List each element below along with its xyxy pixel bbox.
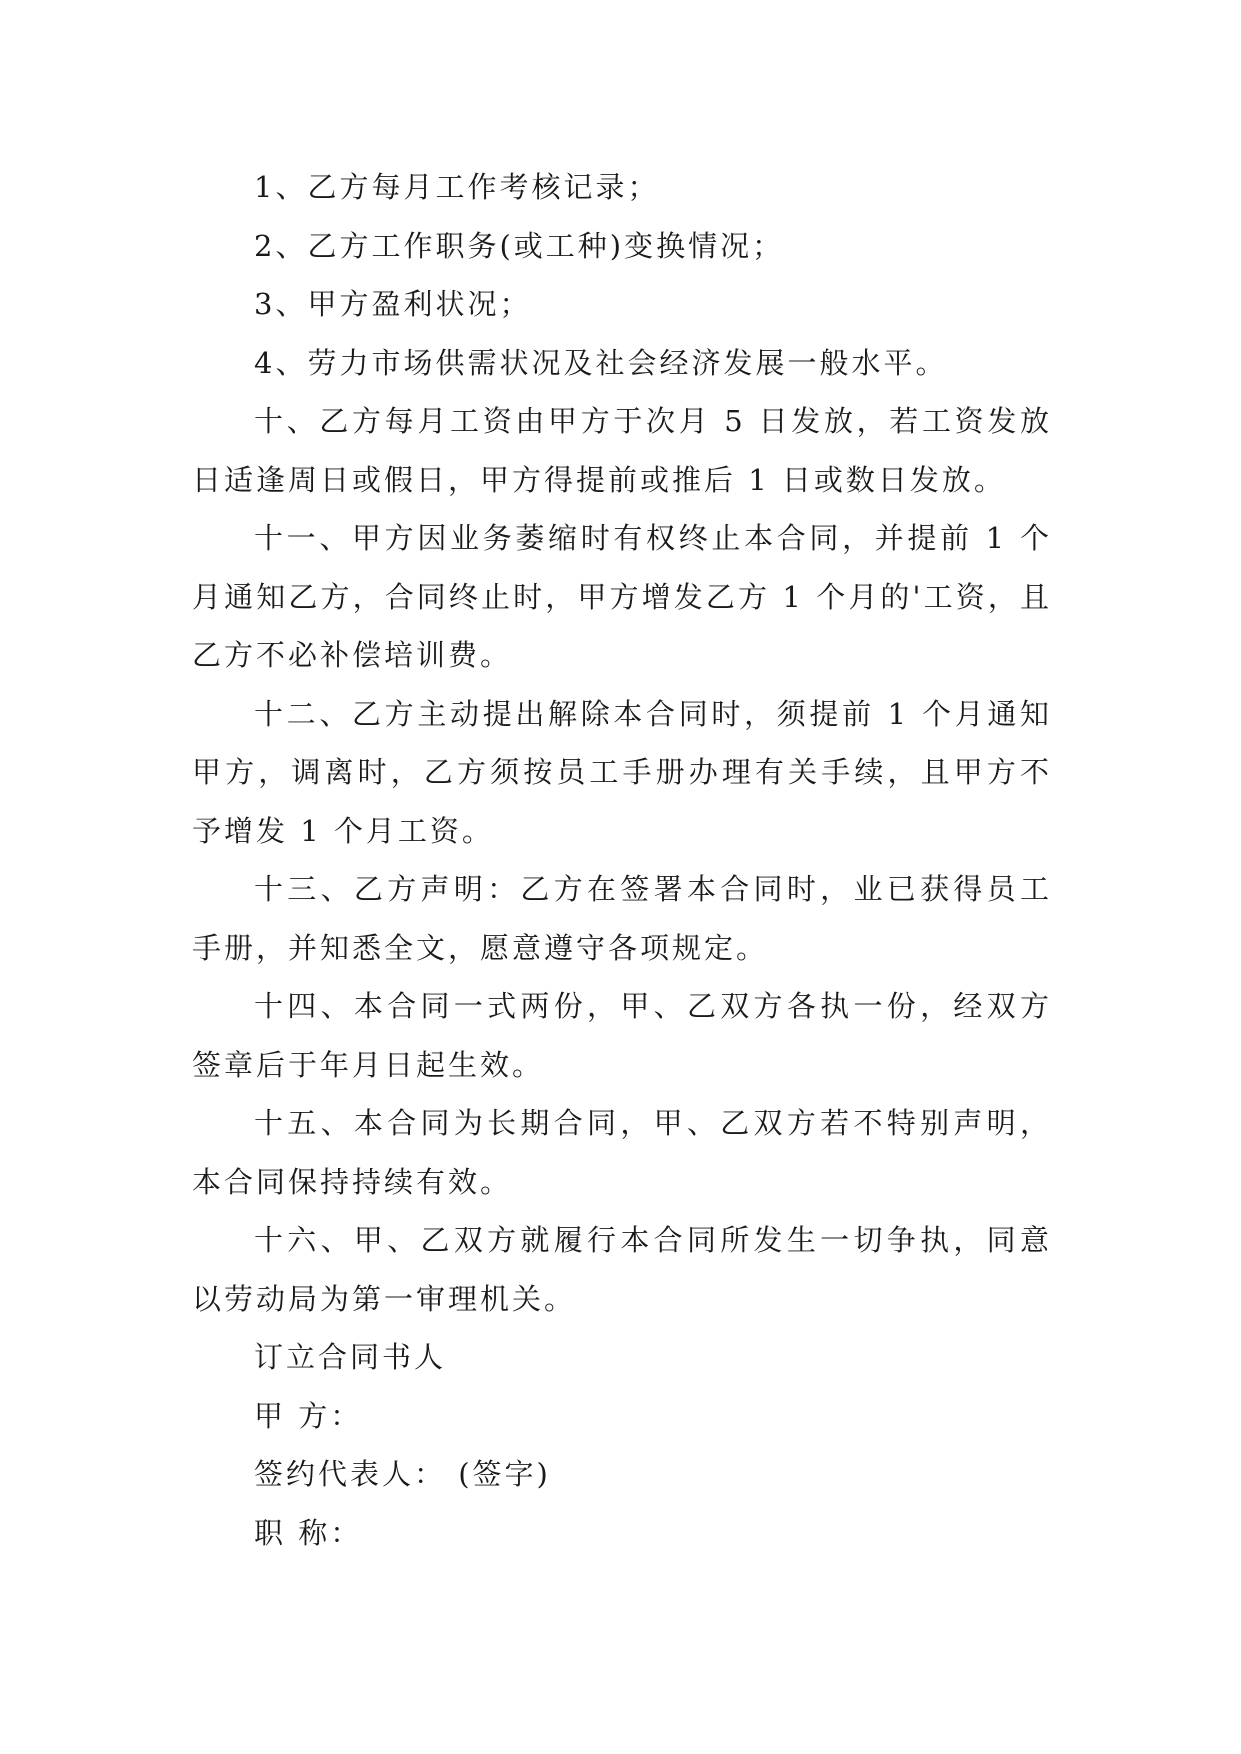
party-a-label: 甲 方： — [254, 1398, 363, 1433]
clause-15: 十五、本合同为长期合同，甲、乙双方若不特别声明，本合同保持持续有效。 — [192, 1106, 1052, 1199]
clause-10: 十、乙方每月工资由甲方于次月 5 日发放，若工资发放日适逢周日或假日，甲方得提前或推后 1 日或数日发放。 — [192, 404, 1052, 497]
clause-item-1: 1、乙方每月工作考核记录； — [254, 170, 660, 204]
document-body — [192, 158, 1052, 1562]
clause-item-4: 4、劳力市场供需状况及社会经济发展一般水平。 — [254, 345, 948, 380]
clause-16: 十六、甲、乙双方就履行本合同所发生一切争执，同意以劳动局为第一审理机关。 — [192, 1223, 1052, 1316]
signature-heading: 订立合同书人 — [254, 1340, 447, 1374]
clause-11: 十一、甲方因业务萎缩时有权终止本合同，并提前 1 个月通知乙方，合同终止时，甲方增发乙方 1 个月的'工资，且乙方不必补偿培训费。 — [192, 521, 1052, 672]
job-title-label: 职 称： — [254, 1515, 363, 1550]
clause-item-3: 3、甲方盈利状况； — [254, 287, 532, 321]
clause-13: 十三、乙方声明：乙方在签署本合同时，业已获得员工手册，并知悉全文，愿意遵守各项规定。 — [192, 872, 1052, 965]
clause-item-2: 2、乙方工作职务(或工种)变换情况； — [254, 228, 785, 263]
clause-12: 十二、乙方主动提出解除本合同时，须提前 1 个月通知甲方，调离时，乙方须按员工手册办理有关手续，且甲方不予增发 1 个月工资。 — [192, 696, 1052, 848]
representative-label: 签约代表人： (签字) — [254, 1457, 551, 1491]
clause-14: 十四、本合同一式两份，甲、乙双方各执一份，经双方签章后于年月日起生效。 — [192, 989, 1052, 1082]
